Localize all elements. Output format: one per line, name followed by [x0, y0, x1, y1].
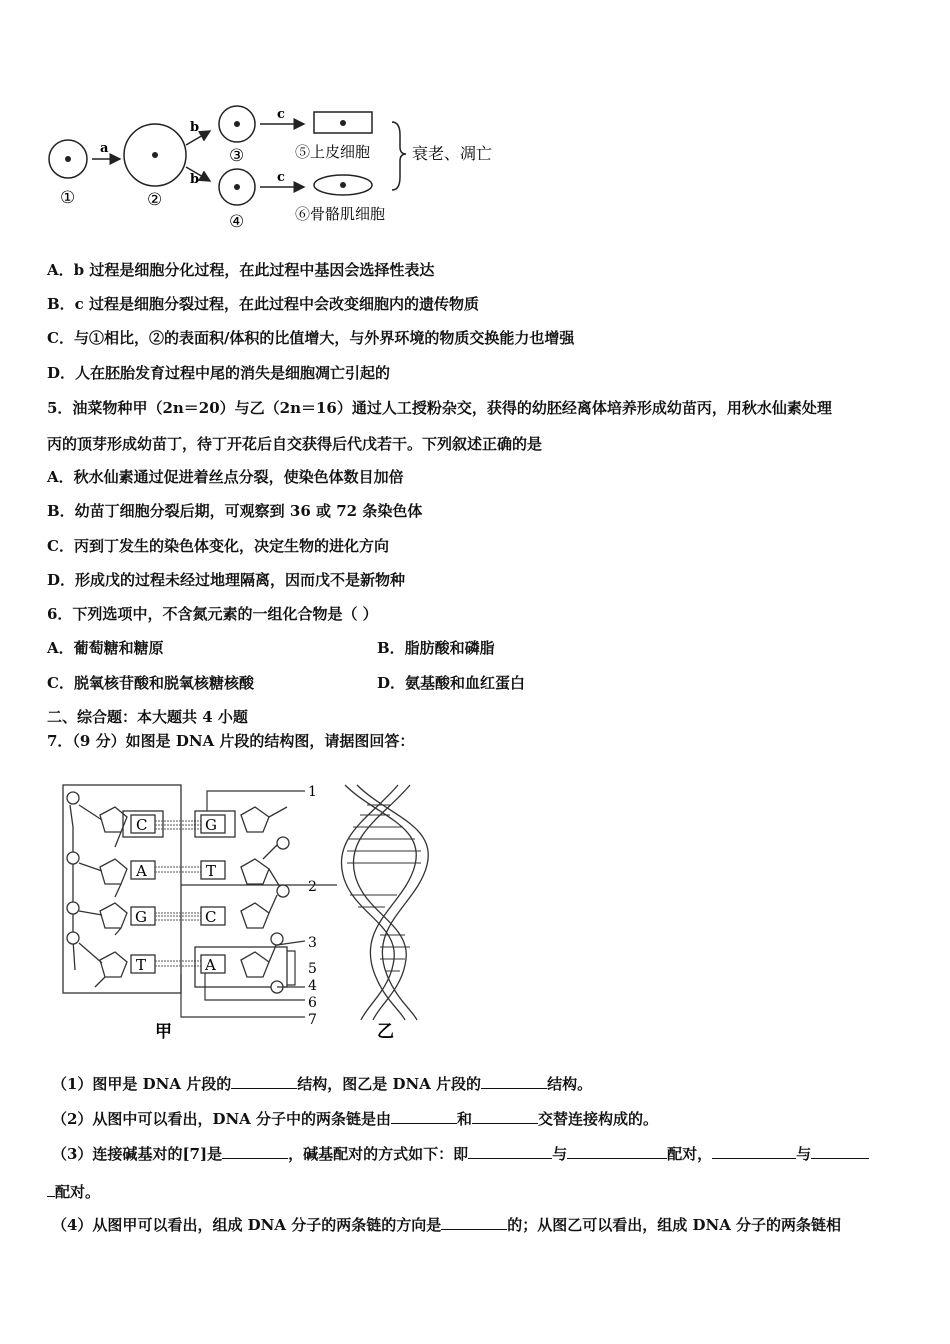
label-c-upper: c	[277, 107, 285, 122]
q7-part1-b: 结构，图乙是 DNA 片段的	[297, 1075, 482, 1093]
dna-label-3: 3	[308, 935, 317, 951]
q4-option-d: D．人在胚胎发育过程中尾的消失是细胞凋亡引起的	[47, 364, 391, 382]
q7-part2-a: （2）从图中可以看出，DNA 分子中的两条链是由	[52, 1110, 392, 1128]
q7-part3-c: 与	[552, 1145, 568, 1163]
sugar-right-3	[241, 895, 277, 928]
dna-label-2: 2	[308, 879, 317, 895]
right-base-3	[201, 907, 225, 926]
epithelial-cell	[314, 112, 372, 133]
section-heading: 二、综合题：本大题共 4 小题	[47, 708, 248, 726]
caption-yi: 乙	[377, 1022, 394, 1042]
q7-part3-d: 配对，	[667, 1145, 713, 1163]
dna-structure-diagram	[55, 775, 455, 1045]
muscle-cell-label: ⑥骨骼肌细胞	[295, 205, 386, 223]
muscle-cell	[314, 175, 372, 195]
cell-2-number: ②	[147, 190, 163, 210]
q5-stem-line2: 丙的顶芽形成幼苗丁，待丁开花后自交获得后代戊若干。下列叙述正确的是	[47, 435, 543, 453]
cell-1	[49, 140, 87, 178]
label-b-upper: b	[190, 120, 200, 135]
sugar-left-3	[79, 903, 127, 935]
q4-option-c: C．与①相比，②的表面积/体积的比值增大，与外界环境的物质交换能力也增强	[47, 329, 575, 347]
q6-option-a: A．葡萄糖和糖原	[47, 639, 164, 657]
sugar-right-1	[241, 807, 287, 832]
hydrogen-bonds	[155, 821, 201, 966]
sugar-left-1	[79, 805, 127, 847]
q6-option-b: B．脂肪酸和磷脂	[377, 639, 495, 657]
label-c-lower: c	[277, 170, 285, 185]
q7-part3-a: （3）连接碱基对的[7]是	[52, 1145, 223, 1163]
right-base-3-letter: C	[205, 908, 217, 926]
q7-part1	[52, 1073, 592, 1094]
phosphate-left-1	[67, 792, 79, 804]
q4-option-b: B．c 过程是细胞分裂过程，在此过程中会改变细胞内的遗传物质	[47, 295, 480, 313]
blank-9[interactable]	[811, 1143, 869, 1159]
left-base-1-letter: C	[136, 816, 148, 834]
right-base-2-letter: T	[206, 862, 217, 880]
q7-part4-b: 的；从图乙可以看出，组成 DNA 分子的两条链相	[507, 1216, 842, 1234]
left-base-3-letter: G	[135, 908, 147, 926]
left-base-3	[131, 907, 155, 926]
cell-1-number: ①	[60, 188, 76, 208]
label-a: a	[100, 141, 109, 156]
phosphate-right-3	[271, 933, 283, 945]
q7-part2-c: 交替连接构成的。	[538, 1110, 659, 1128]
phosphate-left-2	[67, 852, 79, 864]
blank-2[interactable]	[481, 1073, 547, 1089]
q7-part2-b: 和	[457, 1110, 473, 1128]
blank-5[interactable]	[222, 1143, 288, 1159]
q7-part1-a: （1）图甲是 DNA 片段的	[52, 1075, 232, 1093]
right-brace	[392, 122, 406, 190]
q5-option-a: A．秋水仙素通过促进着丝点分裂，使染色体数目加倍	[47, 468, 404, 486]
q6-stem: 6．下列选项中，不含氮元素的一组化合物是（ ）	[47, 605, 378, 623]
left-base-2-letter: A	[136, 862, 147, 880]
blank-7[interactable]	[567, 1143, 667, 1159]
blank-10[interactable]	[47, 1181, 55, 1197]
caption-jia: 甲	[155, 1022, 172, 1042]
right-base-1-letter: G	[205, 816, 217, 834]
double-helix	[305, 785, 428, 1020]
phosphate-left-3	[67, 902, 79, 914]
q7-part3-e: 与	[796, 1145, 812, 1163]
q7-part4-a: （4）从图甲可以看出，组成 DNA 分子的两条链的方向是	[52, 1216, 442, 1234]
q7-part3-cont	[47, 1181, 100, 1202]
q7-stem: 7．（9 分）如图是 DNA 片段的结构图，请据图回答：	[47, 732, 415, 750]
blank-11[interactable]	[441, 1214, 507, 1230]
q7-part3	[52, 1143, 869, 1164]
sugar-right-4	[241, 943, 277, 977]
phosphate-right-2	[277, 885, 289, 897]
dna-label-4: 4	[308, 978, 317, 994]
cell-3-number: ③	[229, 146, 245, 166]
q7-part3-b: ，碱基配对的方式如下：即	[288, 1145, 469, 1163]
blank-4[interactable]	[472, 1108, 538, 1124]
left-base-4	[131, 955, 155, 974]
sugar-left-2	[79, 859, 127, 897]
blank-6[interactable]	[468, 1143, 552, 1159]
sugar-left-4	[79, 943, 127, 987]
label-b-lower: b	[190, 172, 200, 187]
dna-label-1: 1	[308, 784, 317, 800]
dna-label-5: 5	[308, 961, 317, 977]
q7-part3-f: 配对。	[55, 1183, 101, 1201]
q6-option-d: D．氨基酸和血红蛋白	[377, 674, 526, 692]
q7-part1-c: 结构。	[547, 1075, 593, 1093]
cell-4-number: ④	[229, 212, 245, 232]
dna-label-6: 6	[308, 995, 317, 1011]
q5-option-d: D．形成戊的过程未经过地理隔离，因而戊不是新物种	[47, 571, 406, 589]
epithelial-cell-label: ⑤上皮细胞	[295, 143, 371, 161]
cell-differentiation-diagram	[40, 95, 520, 240]
left-base-1	[123, 811, 163, 837]
blank-3[interactable]	[391, 1108, 457, 1124]
q7-part2	[52, 1108, 658, 1129]
cell-3	[219, 106, 255, 142]
blank-8[interactable]	[712, 1143, 796, 1159]
right-base-2	[201, 861, 225, 880]
q5-option-b: B．幼苗丁细胞分裂后期，可观察到 36 或 72 条染色体	[47, 502, 423, 520]
right-base-4-letter: A	[205, 956, 216, 974]
sugar-right-2	[241, 845, 280, 887]
helix-rungs	[347, 805, 421, 971]
cell-4	[219, 169, 255, 205]
q5-option-c: C．丙到丁发生的染色体变化，决定生物的进化方向	[47, 537, 389, 555]
phosphate-left-4	[67, 932, 79, 944]
blank-1[interactable]	[231, 1073, 297, 1089]
q7-part4	[52, 1214, 841, 1235]
left-backbone	[70, 805, 75, 970]
dna-label-7: 7	[308, 1012, 317, 1028]
q6-option-c: C．脱氧核苷酸和脱氧核糖核酸	[47, 674, 254, 692]
right-base-1	[195, 811, 235, 837]
left-base-2	[131, 861, 155, 880]
q4-option-a: A．b 过程是细胞分化过程，在此过程中基因会选择性表达	[47, 261, 435, 279]
phosphate-right-1	[277, 837, 289, 849]
cell-2	[124, 124, 186, 186]
q5-stem-line1: 5．油菜物种甲（2n＝20）与乙（2n＝16）通过人工授粉杂交，获得的幼胚经离体培养形成幼苗丙，用秋水仙素处理	[47, 399, 832, 417]
left-base-4-letter: T	[136, 956, 147, 974]
fate-label: 衰老、凋亡	[412, 144, 493, 163]
